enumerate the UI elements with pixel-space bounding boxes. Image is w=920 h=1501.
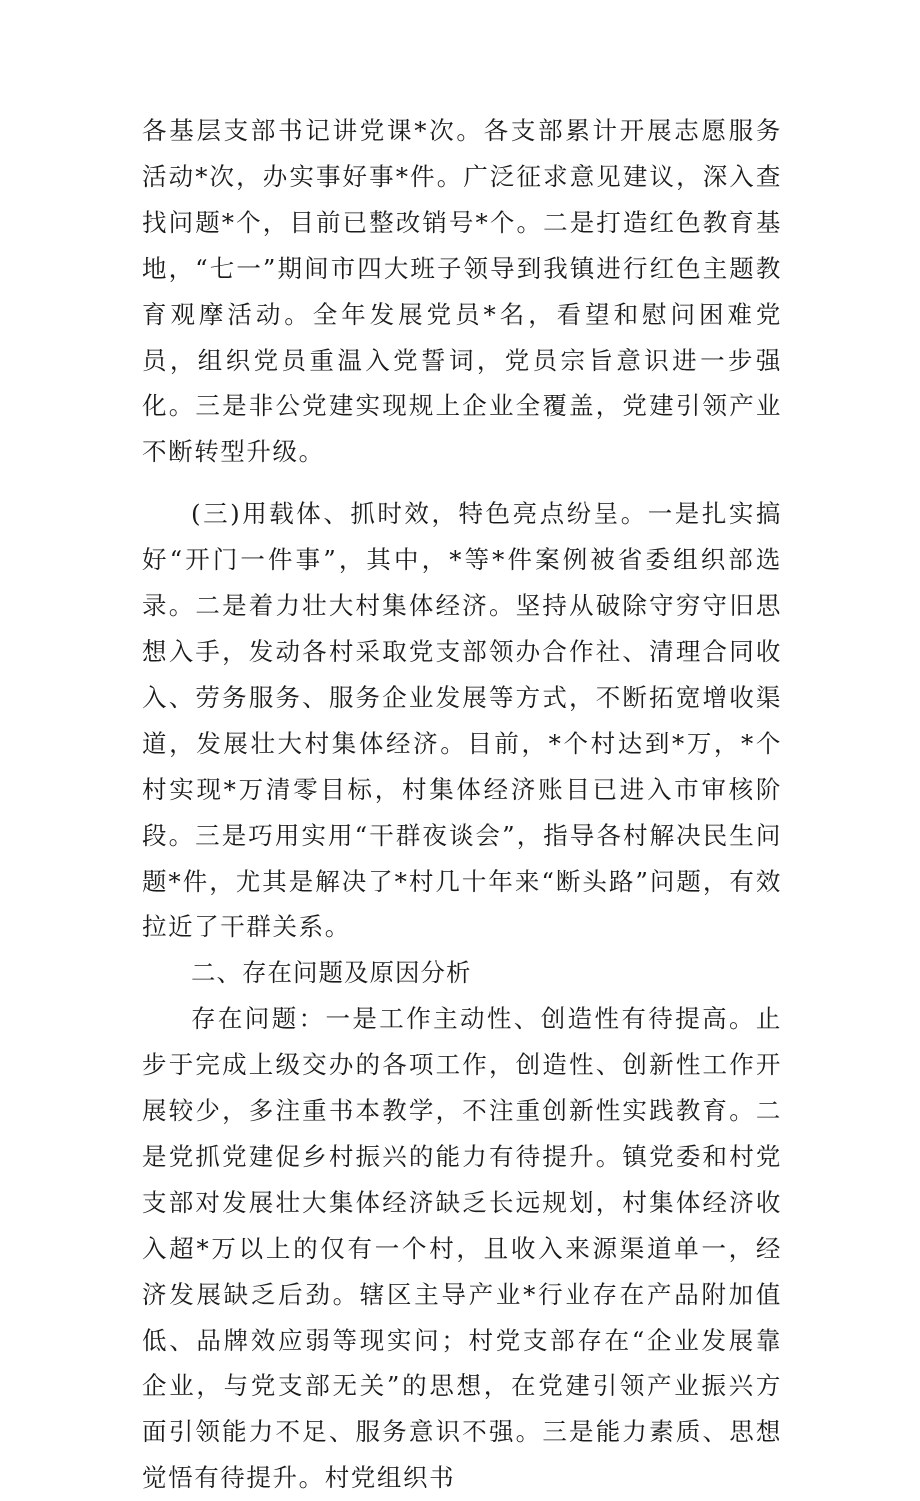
document-body — [142, 108, 782, 1501]
paragraph-featured-highlights: (三)用载体、抓时效，特色亮点纷呈。一是扎实搞好“开门一件事”，其中，*等*件案例被省委组织部选录。二是着力壮大村集体经济。坚持从破除守穷守旧思想入手，发动各村采取党支部领办合作社、清理合同收入、劳务服务、服务企业发展等方式，不断拓宽增收渠道，发展壮大村集体经济。目前，*个村达到*万，*个村实现*万清零目标，村集体经济账目已进入市审核阶段。三是巧用实用“干群夜谈会”，指导各村解决民生问题*件，尤其是解决了*村几十年来“断头路”问题，有效拉近了干群关系。 — [142, 499, 782, 942]
section-heading-problems: 二、存在问题及原因分析 — [191, 958, 472, 988]
paragraph-existing-problems: 存在问题：一是工作主动性、创造性有待提高。止步于完成上级交办的各项工作，创造性、创新性工作开展较少，多注重书本教学，不注重创新性实践教育。二是党抓党建促乡村振兴的能力有待提升。镇党委和村党支部对发展壮大集体经济缺乏长远规划，村集体经济收入超*万以上的仅有一个村，且收入来源渠道单一，经济发展缺乏后劲。辖区主导产业*行业存在产品附加值低、品牌效应弱等现实问；村党支部存在“企业发展靠企业，与党支部无关”的思想，在党建引领产业振兴方面引领能力不足、服务意识不强。三是能力素质、思想觉悟有待提升。村党组织书 — [142, 1004, 782, 1493]
paragraph-party-activities: 各基层支部书记讲党课*次。各支部累计开展志愿服务活动*次，办实事好事*件。广泛征求意见建议，深入查找问题*个，目前已整改销号*个。二是打造红色教育基地，“七一”期间市四大班子领导到我镇进行红色主题教育观摩活动。全年发展党员*名，看望和慰问困难党员，组织党员重温入党誓词，党员宗旨意识进一步强化。三是非公党建实现规上企业全覆盖，党建引领产业不断转型升级。 — [142, 116, 782, 467]
